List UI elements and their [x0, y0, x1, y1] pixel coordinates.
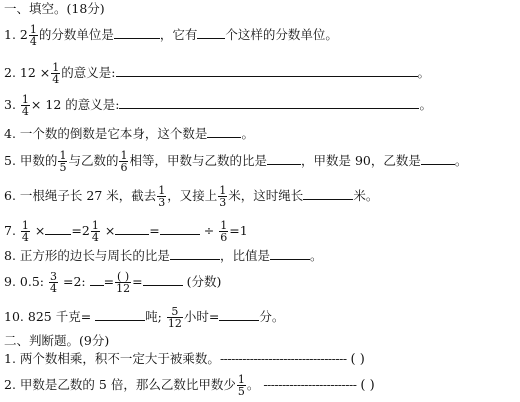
q7-frac1-den: 4 — [21, 231, 29, 244]
q7-text-2: =2 — [71, 223, 90, 238]
q7-frac1-num: 1 — [21, 219, 29, 232]
q2-frac-num: 1 — [52, 61, 60, 74]
q7-text-4: = — [149, 223, 160, 238]
q2-number: 2. — [4, 65, 16, 80]
q3-text-1: × 12 的意义是: — [30, 97, 120, 112]
q3-fraction — [21, 94, 30, 117]
j2-text: 甲数是乙数的 5 倍，那么乙数比甲数少 — [19, 377, 236, 392]
j1-text: 两个数相乘，积不一定大于被乘数。 — [19, 351, 220, 366]
q1-fraction — [29, 24, 38, 47]
q5-number: 5. — [4, 153, 16, 168]
q1-text-1: 的分数单位是 — [38, 27, 114, 42]
q10-text-4: 分。 — [259, 309, 285, 324]
q9-text-1: 0.5: — [19, 274, 45, 289]
answer-blank[interactable] — [270, 248, 310, 260]
q5-fraction-1 — [58, 150, 67, 173]
question-10 — [4, 306, 284, 329]
q8-text-1: 正方形的边长与周长的比是 — [19, 248, 170, 263]
q10-frac-num: 5 — [167, 306, 183, 318]
q8-number: 8. — [4, 248, 16, 263]
answer-blank[interactable] — [119, 97, 419, 109]
q6-frac2-num: 1 — [219, 184, 227, 197]
q7-text-1: × — [34, 223, 46, 238]
q6-text-1: 一根绳子长 27 米，截去 — [19, 188, 157, 203]
q5-end: 。 — [454, 153, 468, 168]
j2-dashes: ------------------------- — [263, 377, 357, 392]
q1-text-2: ，它有 — [159, 27, 198, 42]
q1-whole: 2 — [19, 27, 28, 42]
q7-fraction-1 — [21, 220, 30, 243]
q2-fraction — [51, 62, 60, 85]
q9-fraction-2 — [115, 271, 131, 294]
q9-frac1-num: 3 — [50, 270, 57, 283]
answer-blank[interactable] — [303, 188, 353, 200]
answer-blank[interactable] — [170, 248, 220, 260]
q5-text-2: 与乙数的 — [68, 153, 119, 168]
q8-text-2: ，比值是 — [219, 248, 270, 263]
q7-frac3-num: 1 — [220, 219, 228, 232]
q7-text-6: =1 — [229, 223, 248, 238]
j1-answer-box[interactable]: ( ) — [350, 352, 365, 367]
q6-frac2-den: 3 — [219, 196, 227, 209]
q5-text-4: ，甲数是 90，乙数是 — [300, 153, 421, 168]
q5-frac2-den: 6 — [120, 161, 128, 174]
j2-end: 。 — [246, 377, 260, 392]
answer-blank[interactable] — [116, 65, 418, 77]
q6-frac1-den: 3 — [158, 196, 166, 209]
q8-end: 。 — [309, 248, 323, 263]
q10-frac-den: 12 — [167, 317, 182, 330]
j1-number: 1. — [4, 351, 16, 366]
answer-blank[interactable] — [421, 153, 455, 165]
q6-text-4: 米。 — [353, 188, 379, 203]
answer-blank[interactable] — [90, 274, 104, 286]
q2-end: 。 — [417, 65, 431, 80]
answer-blank[interactable] — [267, 153, 301, 165]
q6-text-3: 米，这时绳长 — [228, 188, 304, 203]
judgement-question-2 — [4, 374, 375, 397]
q10-text-2: 吨; — [145, 309, 162, 324]
q9-text-5: (分数) — [186, 274, 222, 289]
j2-answer-box[interactable]: ( ) — [360, 378, 375, 393]
q2-frac-den: 4 — [52, 73, 60, 86]
q10-text-1: 825 千克= — [27, 309, 92, 324]
answer-blank[interactable] — [207, 126, 241, 138]
j1-dashes: ---------------------------------- — [219, 351, 347, 366]
j2-frac-den: 5 — [237, 385, 245, 398]
q9-frac2-den: 12 — [116, 282, 131, 295]
question-5 — [4, 150, 467, 173]
question-7 — [4, 220, 248, 243]
answer-blank[interactable] — [114, 27, 160, 39]
q9-text-3: = — [103, 274, 115, 289]
q6-fraction-2 — [218, 185, 227, 208]
question-8 — [4, 248, 322, 263]
q4-end: 。 — [241, 126, 254, 141]
section-1-title: 一、填空。(18分) — [4, 1, 105, 16]
judgement-question-1 — [4, 352, 365, 367]
q1-number: 1. — [4, 27, 16, 42]
q9-frac1-den: 4 — [50, 282, 57, 295]
q7-fraction-3 — [219, 220, 228, 243]
q5-frac1-den: 5 — [59, 161, 67, 174]
q3-frac-den: 4 — [21, 105, 29, 118]
q1-frac-den: 4 — [29, 35, 37, 48]
question-4 — [4, 126, 254, 141]
q6-frac1-num: 1 — [158, 184, 166, 197]
q9-number: 9. — [4, 274, 16, 289]
q3-frac-num: 1 — [21, 93, 29, 106]
q7-fraction-2 — [91, 220, 100, 243]
q3-end: 。 — [419, 97, 432, 112]
q7-frac2-den: 4 — [91, 231, 99, 244]
section-2-title: 二、判断题。(9分) — [4, 333, 110, 348]
q9-text-2: =2: — [62, 274, 86, 289]
q9-text-4: = — [132, 274, 143, 289]
answer-blank[interactable] — [95, 309, 145, 321]
q7-text-5: ÷ — [203, 223, 215, 238]
question-3 — [4, 94, 432, 117]
j2-fraction — [237, 374, 246, 397]
question-2 — [4, 62, 430, 85]
answer-blank[interactable] — [219, 309, 259, 321]
q7-frac3-den: 6 — [220, 231, 228, 244]
answer-blank[interactable] — [197, 27, 225, 39]
answer-blank[interactable] — [143, 274, 183, 286]
q2-text-1: 12 × — [19, 65, 51, 80]
q5-frac2-num: 1 — [120, 149, 128, 162]
q4-number: 4. — [4, 126, 16, 141]
q6-fraction-1 — [157, 185, 166, 208]
q5-text-3: 相等，甲数与乙数的比是 — [129, 153, 267, 168]
question-9 — [4, 271, 221, 294]
q1-frac-num: 1 — [29, 23, 37, 36]
answer-blank[interactable] — [160, 223, 200, 235]
q6-text-2: ，又接上 — [167, 188, 218, 203]
q6-number: 6. — [4, 188, 16, 203]
q1-text-3: 个这样的分数单位。 — [225, 27, 338, 42]
q5-text-1: 甲数的 — [19, 153, 58, 168]
q5-fraction-2 — [119, 150, 128, 173]
q3-number: 3. — [4, 97, 16, 112]
q10-fraction — [167, 306, 183, 329]
q5-frac1-num: 1 — [59, 149, 67, 162]
q10-number: 10. — [4, 309, 24, 324]
j2-frac-num: 1 — [237, 373, 245, 386]
question-1 — [4, 24, 338, 47]
q4-text-1: 一个数的倒数是它本身，这个数是 — [19, 126, 208, 141]
q9-frac2-num: ( ) — [117, 270, 130, 283]
question-6 — [4, 185, 378, 208]
q7-frac2-num: 1 — [91, 219, 99, 232]
q10-text-3: 小时= — [183, 309, 220, 324]
q9-fraction-1 — [49, 271, 58, 294]
q2-text-2: 的意义是: — [61, 65, 116, 80]
answer-blank[interactable] — [115, 223, 149, 235]
j2-number: 2. — [4, 377, 16, 392]
q7-number: 7. — [4, 223, 16, 238]
q7-text-3: × — [104, 223, 116, 238]
answer-blank[interactable] — [45, 223, 71, 235]
